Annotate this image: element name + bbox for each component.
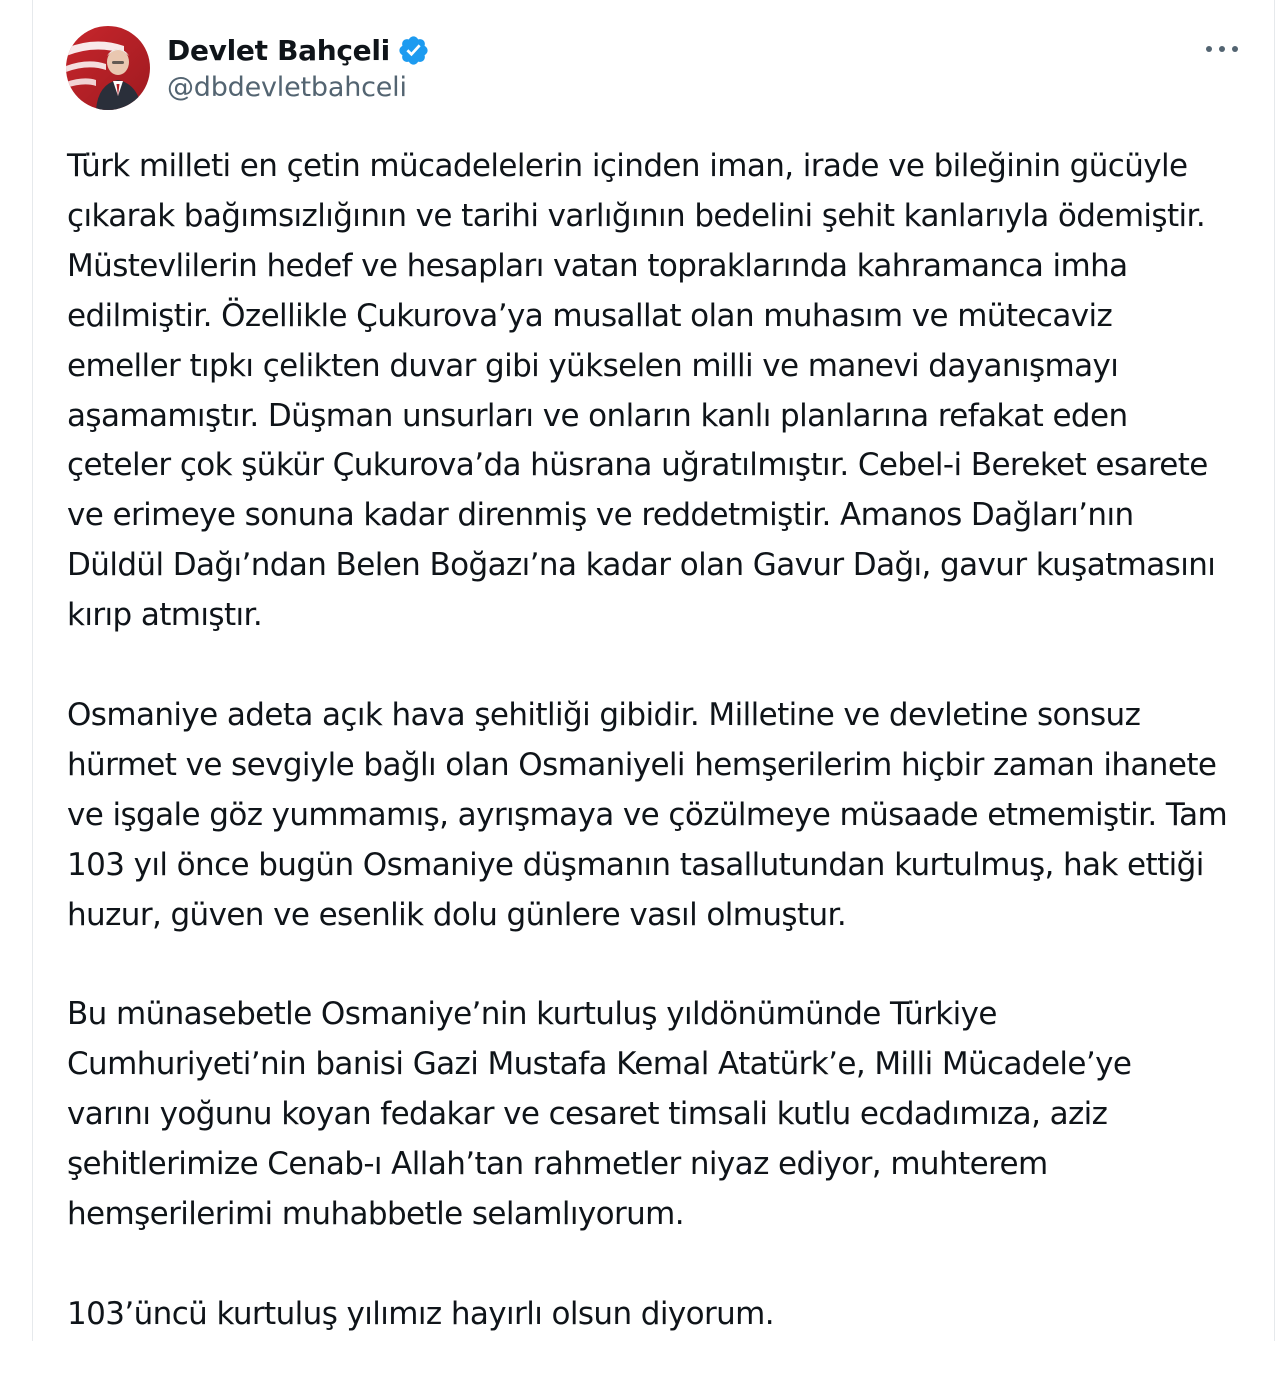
tweet-card [33,0,1274,1341]
more-options-button[interactable] [1201,34,1243,64]
verified-badge-icon [397,34,430,67]
author-name[interactable]: Devlet Bahçeli [167,33,390,67]
tweet-paragraph: Türk milleti en çetin mücadelelerin içinden iman, irade ve bileğinin gücüyle çıkarak bağımsızlığının ve tarihi varlığının bedelini şehit kanlarıyla ödemiştir. Müstevlilerin hedef ve hesapları vatan topraklarında kahramanca imha edilmiştir. Özellikle Çukurova’ya musallat olan muhasım ve mütecaviz emeller tıpkı çelikten duvar gibi yükselen milli ve manevi dayanışmayı aşamamıştır. Düşman unsurları ve onların kanlı planlarına refakat eden çeteler çok şükür Çukurova’da hüsrana uğratılmıştır. Cebel-i Bereket esarete ve erimeye sonuna kadar direnmiş ve reddetmiştir. Amanos Dağları’nın Düldül Dağı’ndan Belen Boğazı’na kadar olan Gavur Dağı, gavur kuşatmasını kırıp atmıştır. [67,148,1216,634]
tweet-text [67,142,1280,1390]
more-horizontal-icon [1204,44,1240,54]
profile-photo [66,26,150,110]
tweet-paragraph: Osmaniye adeta açık hava şehitliği gibidir. Milletine ve devletine sonsuz hürmet ve sevgiyle bağlı olan Osmaniyeli hemşerilerim hiçbir zaman ihanete ve işgale göz yummamış, ayrışmaya ve çözülmeye müsaade etmemiştir. Tam 103 yıl önce bugün Osmaniye düşmanın tasallutundan kurtulmuş, hak ettiği huzur, güven ve esenlik dolu günlere vasıl olmuştur. [67,696,1228,933]
author-handle[interactable]: @dbdevletbahceli [167,72,407,103]
author-name-row [167,30,430,70]
author-avatar[interactable] [66,26,150,110]
tweet-paragraph: Bu münasebetle Osmaniye’nin kurtuluş yıldönümünde Türkiye Cumhuriyeti’nin banisi Gazi Mustafa Kemal Atatürk’e, Milli Mücadele’ye varını yoğunu koyan fedakar ve cesaret timsali kutlu ecdadımıza, aziz şehitlerimize Cenab-ı Allah’tan rahmetler niyaz ediyor, muhterem hemşerilerimi muhabbetle selamlıyorum. [67,996,1132,1232]
tweet-paragraph: 103’üncü kurtuluş yılımız hayırlı olsun diyorum. [67,1295,774,1332]
